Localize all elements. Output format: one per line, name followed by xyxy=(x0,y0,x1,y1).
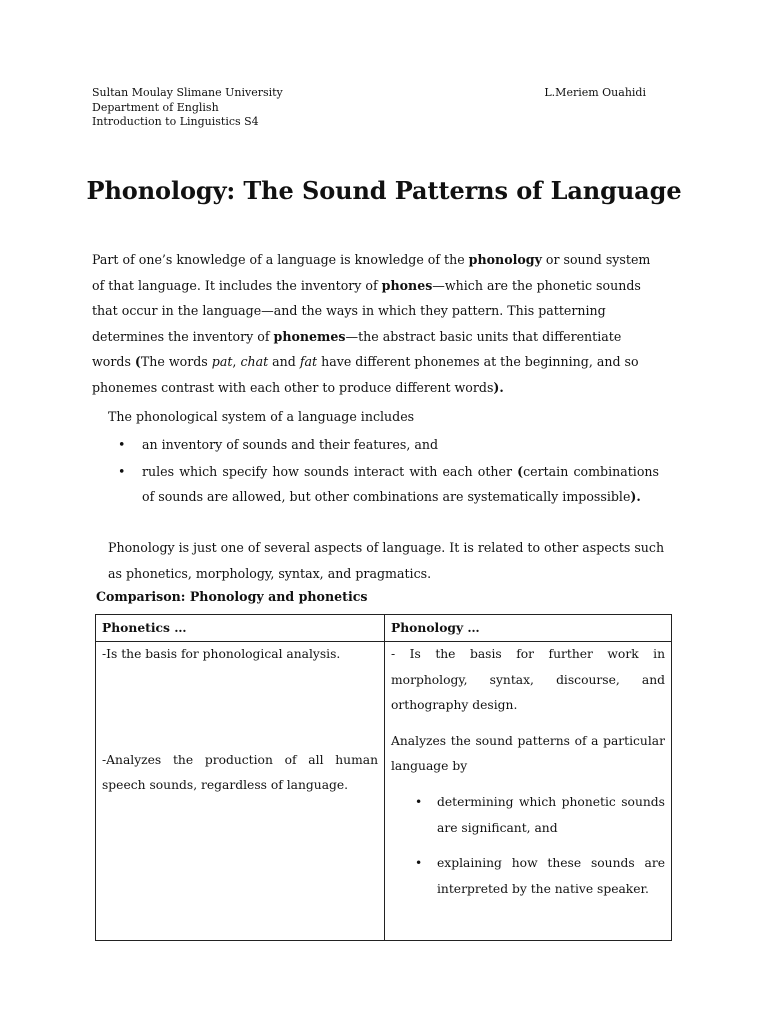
list-item xyxy=(118,432,659,458)
list-item: • determining which phonetic sounds are significant, and xyxy=(415,790,665,841)
phonetics-point-2: -Analyzes the production of all human speech sounds, regardless of language. xyxy=(102,752,378,793)
term-phonology: phonology xyxy=(468,252,542,267)
comparison-heading: Comparison: Phonology and phonetics xyxy=(96,589,368,604)
page-title: Phonology: The Sound Patterns of Language xyxy=(86,176,682,205)
intro-line-6 xyxy=(92,375,676,401)
system-list xyxy=(118,432,659,510)
intro-text: determines the inventory of xyxy=(92,328,274,344)
term-phonemes: phonemes xyxy=(273,328,346,344)
phonology-sublist xyxy=(391,790,665,902)
document-header xyxy=(92,86,676,130)
list-item xyxy=(118,459,659,510)
system-heading: The phonological system of a language includes xyxy=(108,409,415,424)
intro-text: phonemes contrast with each other to produce different words xyxy=(92,379,494,395)
phonology-point-2: Analyzes the sound patterns of a particular language by xyxy=(391,733,665,774)
intro-line-2 xyxy=(92,273,676,299)
phonology-point-1: - Is the basis for further work in morphology, syntax, discourse, and orthography design. xyxy=(391,647,665,713)
open-paren: ( xyxy=(134,354,141,370)
phonology-cell xyxy=(385,642,672,941)
intro-line-1 xyxy=(92,247,676,273)
intro-line-3: that occur in the language—and the ways in which they pattern. This patterning xyxy=(92,303,606,319)
intro-line-4 xyxy=(92,324,676,350)
column-header-phonology: Phonology … xyxy=(385,615,672,642)
department-name: Department of English xyxy=(92,100,219,114)
course-name: Introduction to Linguistics S4 xyxy=(92,115,259,128)
intro-line-5 xyxy=(92,349,676,375)
term-phones: phones xyxy=(381,277,433,293)
open-paren: ( xyxy=(517,463,524,479)
closing-paragraph: Phonology is just one of several aspects of language. It is related to other aspects such as phonetics, morphology, syntax, and pragmatics. xyxy=(108,540,665,581)
intro-text: —the abstract basic units that differentiate xyxy=(345,328,622,344)
example-word-chat: chat xyxy=(240,354,269,370)
table-row xyxy=(96,642,672,941)
list-item-text: rules which specify how sounds interact with each other xyxy=(142,463,518,479)
intro-text: of that language. It includes the inventory of xyxy=(92,277,382,293)
column-header-phonetics: Phonetics … xyxy=(96,615,385,642)
list-item: • explaining how these sounds are interpreted by the native speaker. xyxy=(415,851,665,902)
intro-text: words xyxy=(92,354,135,370)
author-name: L.Meriem Ouahidi xyxy=(544,86,646,99)
intro-text: , xyxy=(232,354,241,370)
list-item-text: an inventory of sounds and their features, and xyxy=(142,437,439,452)
intro-text: and xyxy=(268,354,300,370)
phonetics-cell xyxy=(96,642,385,941)
example-word-fat: fat xyxy=(299,354,318,370)
intro-text: have different phonemes at the beginning, and so xyxy=(317,354,639,370)
close-paren: ). xyxy=(630,489,641,505)
list-item-text: certain combinations of sounds are allowed, but other combinations are systematically impossible xyxy=(142,463,659,505)
intro-text: Part of one’s knowledge of a language is knowledge of the xyxy=(92,252,469,267)
phonetics-point-1: -Is the basis for phonological analysis. xyxy=(102,647,341,661)
close-paren: ). xyxy=(493,379,504,395)
example-word-pat: pat xyxy=(211,354,233,370)
intro-text: or sound system xyxy=(541,252,651,267)
comparison-table xyxy=(95,614,672,941)
intro-paragraph xyxy=(92,247,676,401)
intro-text: The words xyxy=(140,354,212,370)
university-name: Sultan Moulay Slimane University xyxy=(92,86,283,99)
table-header-row xyxy=(96,615,672,642)
intro-text: —which are the phonetic sounds xyxy=(432,277,641,293)
